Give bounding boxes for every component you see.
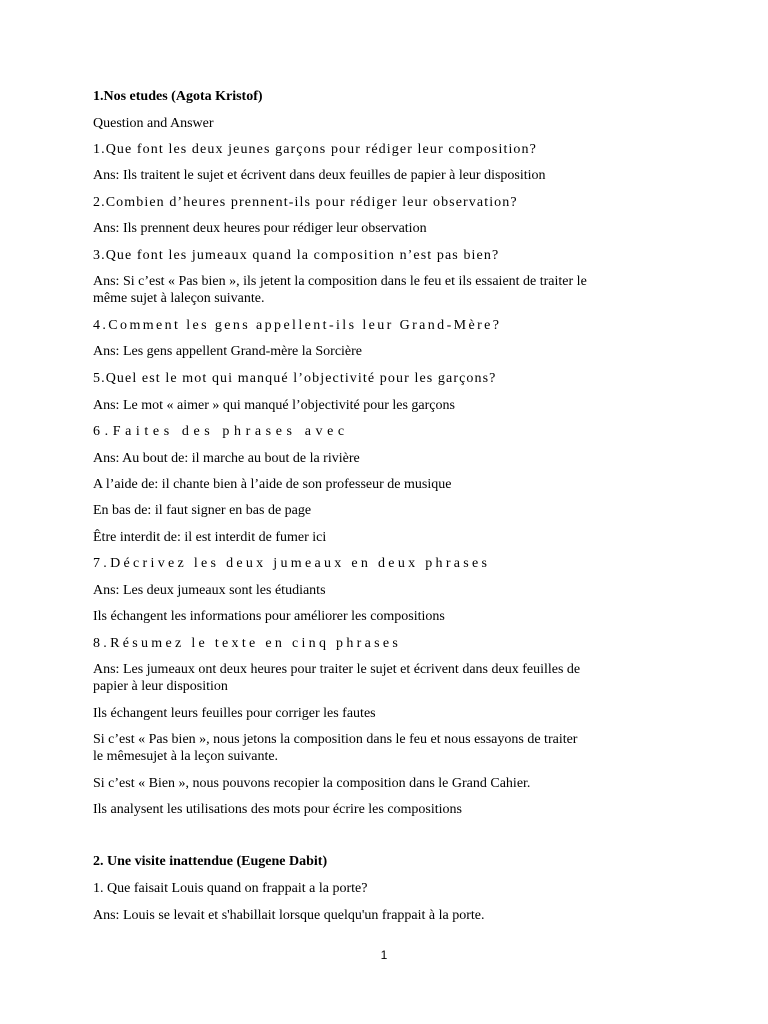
answer-8-3-line-2: le mêmesujet à la leçon suivante.	[93, 749, 279, 764]
section-title: 1.Nos etudes (Agota Kristof)	[93, 89, 263, 104]
question-6: 6.Faites des phrases avec	[93, 424, 349, 439]
page-number: 1	[380, 948, 388, 962]
question-5: 5.Quel est le mot qui manqué l’objectivité pour les garçons?	[93, 371, 497, 386]
question-4: 4.Comment les gens appellent-ils leur Grand-Mère?	[93, 318, 502, 333]
section-2-question-1: 1. Que faisait Louis quand on frappait a la porte?	[93, 881, 368, 896]
section-2-answer-1: Ans: Louis se levait et s'habillait lorsque quelqu'un frappait à la porte.	[93, 908, 485, 923]
answer-8-4: Si c’est « Bien », nous pouvons recopier la composition dans le Grand Cahier.	[93, 776, 531, 791]
answer-6-line-3: En bas de: il faut signer en bas de page	[93, 503, 312, 518]
answer-8-5: Ils analysent les utilisations des mots pour écrire les compositions	[93, 802, 462, 817]
answer-8-1-line-1: Ans: Les jumeaux ont deux heures pour traiter le sujet et écrivent dans deux feuilles de	[93, 662, 581, 677]
question-7: 7.Décrivez les deux jumeaux en deux phrases	[93, 556, 491, 571]
answer-8-3-line-1: Si c’est « Pas bien », nous jetons la composition dans le feu et nous essayons de traiter	[93, 732, 578, 747]
answer-7-line-2: Ils échangent les informations pour améliorer les compositions	[93, 609, 445, 624]
answer-6-line-1: Ans: Au bout de: il marche au bout de la rivière	[93, 451, 360, 466]
section-2-title: 2. Une visite inattendue (Eugene Dabit)	[93, 854, 328, 869]
answer-4: Ans: Les gens appellent Grand-mère la Sorcière	[93, 344, 363, 359]
answer-6-line-4: Être interdit de: il est interdit de fumer ici	[93, 530, 327, 545]
answer-5: Ans: Le mot « aimer » qui manqué l’objectivité pour les garçons	[93, 398, 455, 413]
question-2: 2.Combien d’heures prennent-ils pour rédiger leur observation?	[93, 195, 518, 210]
answer-6-line-2: A l’aide de: il chante bien à l’aide de son professeur de musique	[93, 477, 452, 492]
answer-3-line-2: même sujet à laleçon suivante.	[93, 291, 265, 306]
answer-8-2: Ils échangent leurs feuilles pour corriger les fautes	[93, 706, 376, 721]
answer-2: Ans: Ils prennent deux heures pour rédiger leur observation	[93, 221, 427, 236]
question-1: 1.Que font les deux jeunes garçons pour rédiger leur composition?	[93, 142, 537, 157]
question-3: 3.Que font les jumeaux quand la composition n’est pas bien?	[93, 248, 500, 263]
answer-1: Ans: Ils traitent le sujet et écrivent dans deux feuilles de papier à leur disposition	[93, 168, 546, 183]
answer-8-1-line-2: papier à leur disposition	[93, 679, 228, 694]
question-8: 8.Résumez le texte en cinq phrases	[93, 636, 402, 651]
answer-3-line-1: Ans: Si c’est « Pas bien », ils jetent la composition dans le feu et ils essaient de traiter le	[93, 274, 587, 289]
section-subtitle: Question and Answer	[93, 116, 214, 131]
answer-7-line-1: Ans: Les deux jumeaux sont les étudiants	[93, 583, 326, 598]
